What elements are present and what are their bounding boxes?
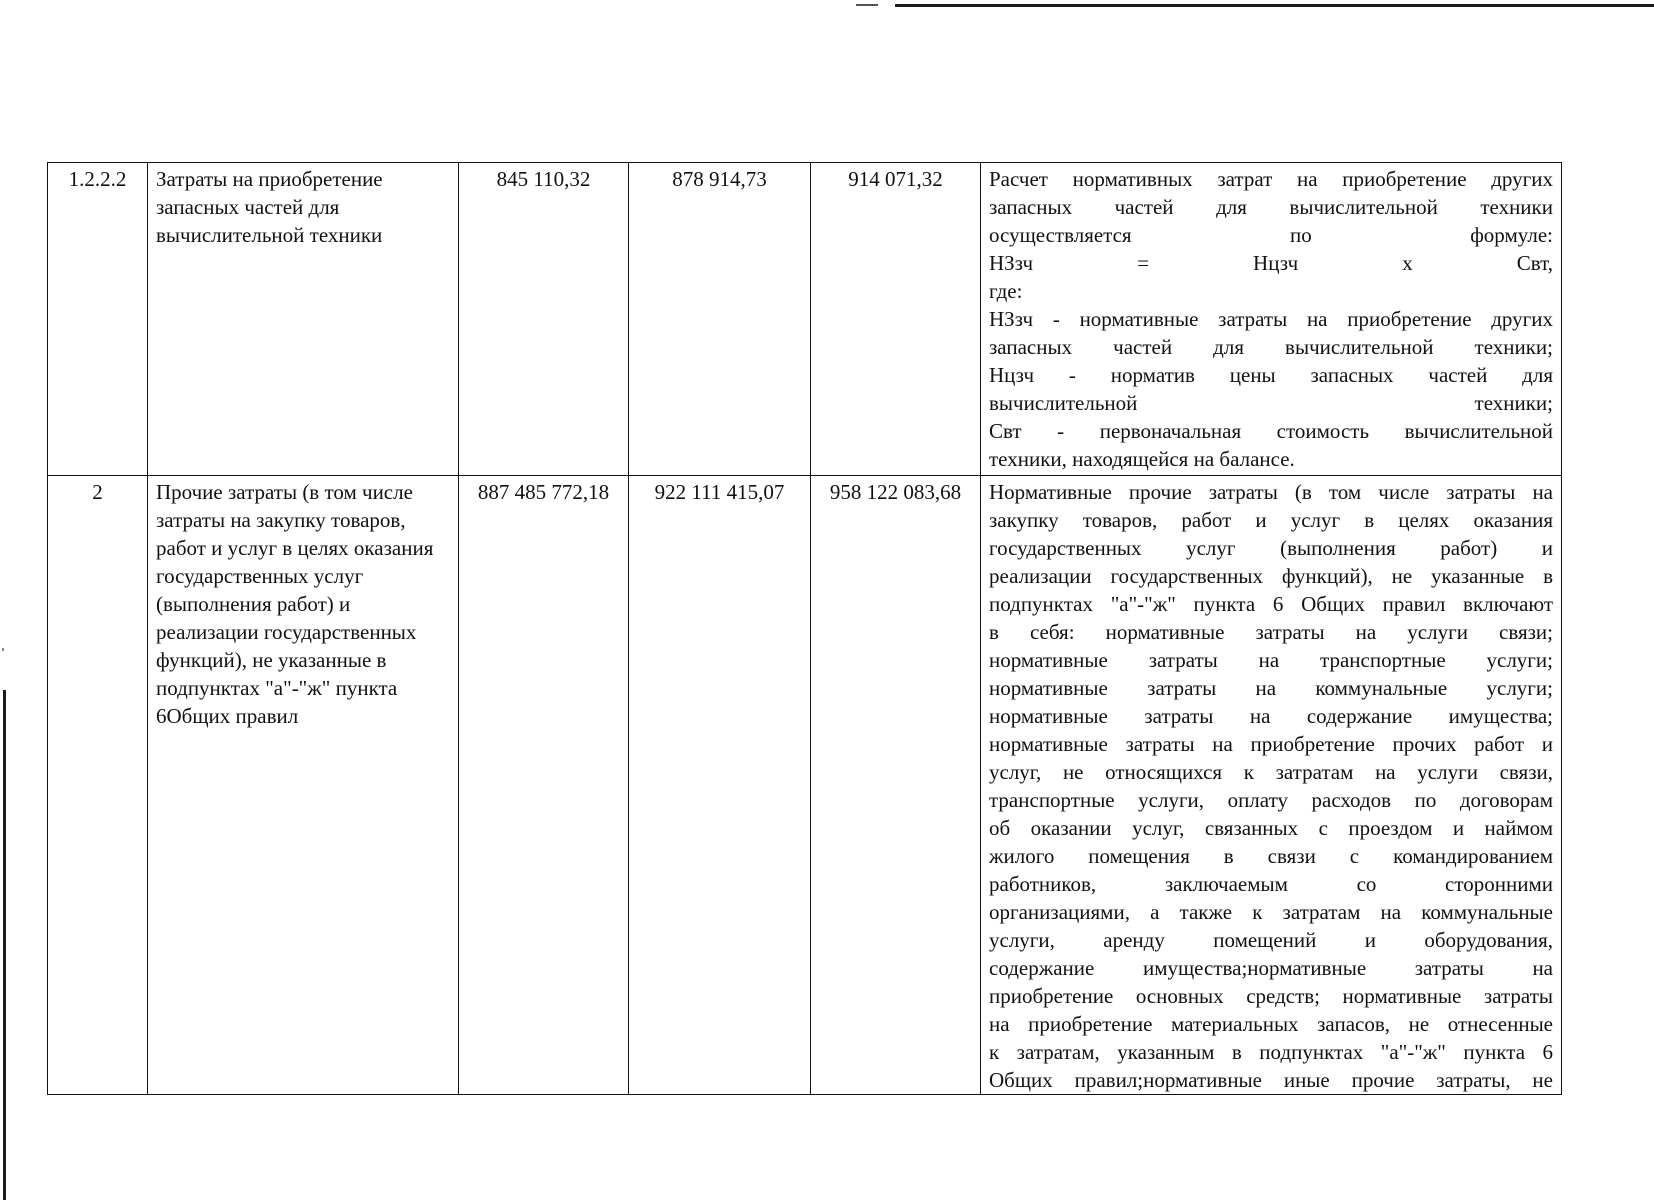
description-line: реализации государственных функций), не указанные в [989,564,1553,588]
description-line: работников, заключаемым со сторонними [989,872,1553,896]
description-line: где: [989,279,1023,303]
description-line: нормативные затраты на содержание имущества; [989,704,1553,728]
description-line: приобретение основных средств; нормативные затраты [989,984,1553,1008]
calculation-description [981,163,1562,476]
cost-table [47,162,1562,1095]
description-line: Нормативные прочие затраты (в том числе затраты на [989,480,1553,504]
description-line: Расчет нормативных затрат на приобретение других [989,167,1553,191]
row-number: 2 [48,476,148,1095]
description-line: осуществляется по формуле: [989,223,1553,247]
description-line: нормативные затраты на приобретение прочих работ и [989,732,1553,756]
cost-item-name: Затраты на приобретение запасных частей для вычислительной техники [148,163,459,476]
value-year-1: 845 110,32 [459,163,629,476]
value-year-1: 887 485 772,18 [459,476,629,1095]
description-line: запасных частей для вычислительной техники; [989,335,1553,359]
description-line: вычислительной техники; [989,391,1553,415]
description-line: услуги, аренду помещений и оборудования, [989,928,1553,952]
description-line: НЗзч - нормативные затраты на приобретение других [989,307,1553,331]
description-line: техники, находящейся на балансе. [989,447,1295,471]
cost-item-name: Прочие затраты (в том числе затраты на закупку товаров, работ и услуг в целях оказания государственных услуг (выполнения работ) и реализации государственных функций), не указанные в подпунктах "а"-"ж" пункта 6Общих правил [148,476,459,1095]
description-line: нормативные затраты на транспортные услуги; [989,648,1553,672]
value-year-3: 958 122 083,68 [811,476,981,1095]
description-line: жилого помещения в связи с командированием [989,844,1553,868]
description-line: Свт - первоначальная стоимость вычислительной [989,419,1553,443]
scan-artifact-left [3,690,6,1200]
table-row [48,163,1562,476]
description-line: транспортные услуги, оплату расходов по договорам [989,788,1553,812]
description-line: запасных частей для вычислительной техники [989,195,1553,219]
scan-artifact-dot [2,648,4,651]
value-year-3: 914 071,32 [811,163,981,476]
scan-artifact-top [895,4,1654,7]
description-line: об оказании услуг, связанных с проездом и наймом [989,816,1553,840]
description-line: организациями, а также к затратам на коммунальные [989,900,1553,924]
description-line: к затратам, указанным в подпунктах "а"-"ж" пункта 6 [989,1040,1553,1064]
table-row [48,476,1562,1095]
description-line: на приобретение материальных запасов, не отнесенные [989,1012,1553,1036]
description-line: Общих правил;нормативные иные прочие затраты, не [989,1068,1553,1092]
description-line: государственных услуг (выполнения работ) и [989,536,1553,560]
value-year-2: 878 914,73 [629,163,811,476]
value-year-2: 922 111 415,07 [629,476,811,1095]
description-line: подпунктах "а"-"ж" пункта 6 Общих правил включают [989,592,1553,616]
description-line: НЗзч = Нцзч х Свт, [989,251,1553,275]
row-number: 1.2.2.2 [48,163,148,476]
description-line: в себя: нормативные затраты на услуги связи; [989,620,1553,644]
description-line: закупку товаров, работ и услуг в целях оказания [989,508,1553,532]
description-line: содержание имущества;нормативные затраты на [989,956,1553,980]
description-line: услуг, не относящихся к затратам на услуги связи, [989,760,1553,784]
description-line: нормативные затраты на коммунальные услуги; [989,676,1553,700]
description-line: Нцзч - норматив цены запасных частей для [989,363,1553,387]
scan-artifact-top-short [856,4,878,6]
calculation-description [981,476,1562,1095]
